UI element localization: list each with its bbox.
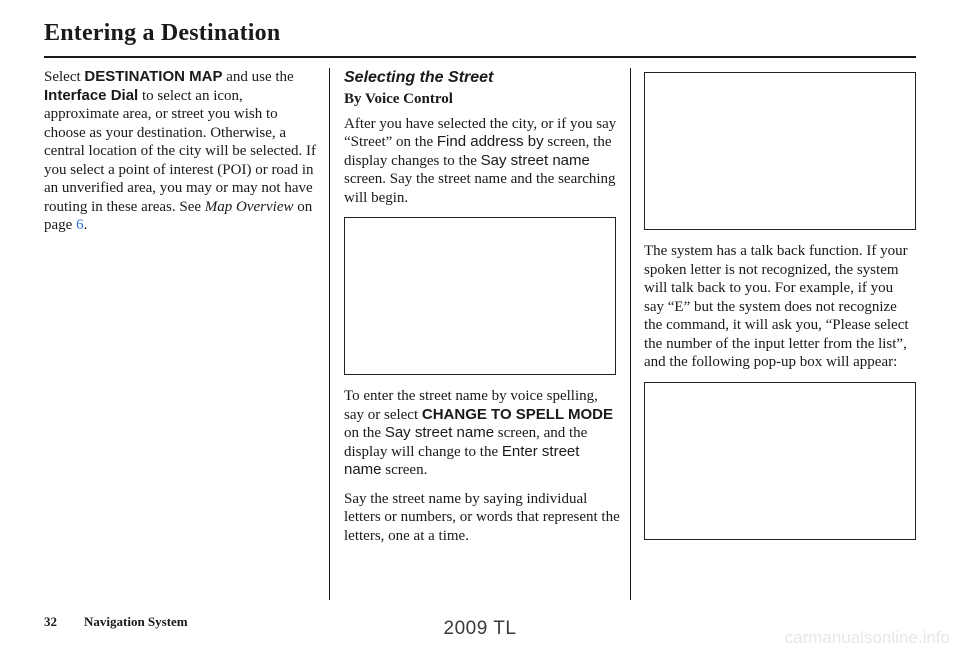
popup-box-image — [644, 382, 916, 540]
map-overview-reference: Map Overview — [204, 198, 294, 215]
talk-back-paragraph: The system has a talk back function. If your spoken letter is not recognized, the system will talk back to you. For example, if you say “E” but the system does not recognize the command, it will ask you, “Please select the number of the input letter from the list”, and the following pop-up box will appear: — [644, 243, 909, 370]
page-number: 32 — [44, 614, 57, 629]
footer-label: Navigation System — [84, 614, 188, 629]
column-divider — [630, 68, 631, 600]
text-run: on the — [344, 425, 385, 441]
text-run: and use the — [222, 69, 294, 85]
find-address-term: Find address by — [436, 133, 544, 150]
voice-control-paragraph — [344, 115, 620, 208]
text-run: After you have selected the city, or if you say “Street” on the — [344, 115, 617, 150]
enter-street-name-term: Enter street name — [344, 442, 580, 478]
column-right — [644, 66, 916, 540]
destination-map-term: DESTINATION MAP — [84, 68, 223, 85]
say-street-name-term: Say street name — [480, 151, 590, 169]
say-street-name-screen-image — [344, 217, 616, 375]
column-divider — [329, 68, 330, 600]
text-run: to select an icon, approximate area, or street you wish to choose as your destination. Otherwise, a central location of the city will be selected. If you select a point of interest (POI) or road in an unverified area, you may or may not have routing in these areas. See — [44, 87, 316, 215]
text-run: screen. Say the street name and the searching will begin. — [344, 171, 616, 206]
page-title: Entering a Destination — [44, 20, 281, 46]
section-title: Selecting the Street — [344, 69, 494, 86]
text-run: Select — [44, 69, 85, 85]
title-divider — [44, 56, 916, 58]
text-run: on page — [44, 198, 313, 233]
text-run: . — [83, 217, 88, 233]
spell-mode-paragraph — [344, 387, 620, 480]
change-to-spell-mode-term: CHANGE TO SPELL MODE — [421, 405, 614, 423]
spelling-paragraph: Say the street name by saying individual letters or numbers, or words that represent the letters, one at a time. — [344, 490, 620, 544]
text-run: screen, the display changes to the — [344, 134, 612, 169]
text-run: screen. — [381, 462, 428, 478]
model-label: 2009 TL — [443, 618, 517, 639]
text-run: screen, and the display will change to the — [344, 425, 588, 460]
column-left — [44, 68, 316, 245]
intro-paragraph — [44, 68, 316, 235]
say-street-name-term: Say street name — [384, 424, 495, 441]
column-middle — [344, 68, 620, 555]
interface-dial-term: Interface Dial — [44, 86, 139, 104]
page-6-link[interactable]: 6 — [76, 217, 84, 233]
enter-street-name-screen-image — [644, 72, 916, 230]
watermark: carmanualsonline.info — [784, 628, 950, 647]
subsection-title: By Voice Control — [344, 91, 453, 107]
text-run: To enter the street name by voice spelling, say or select — [344, 388, 598, 423]
